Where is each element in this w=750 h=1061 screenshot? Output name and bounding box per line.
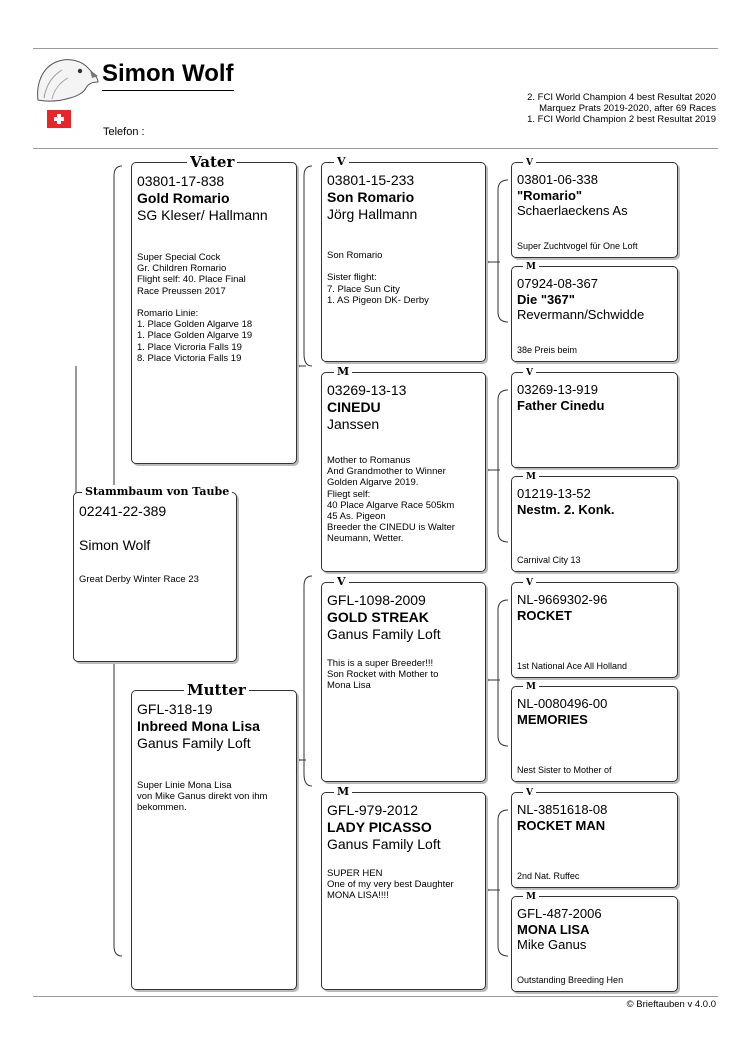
ring-number: GFL-487-2006 (517, 906, 602, 921)
great-grandparent-card[interactable] (511, 266, 678, 362)
ring-number: NL-9669302-96 (517, 592, 608, 607)
pigeon-notes: Great Derby Winter Race 23 (79, 574, 199, 585)
copyright-text: © Brieftauben v 4.0.0 (626, 999, 716, 1010)
pigeon-name: MEMORIES (517, 711, 588, 727)
pigeon-notes: Outstanding Breeding Hen (517, 975, 624, 985)
ring-number: 02241-22-389 (79, 503, 167, 519)
pigeon-notes: Son Romario Sister flight: 7. Place Sun City 1. AS Pigeon DK- Derby (327, 250, 429, 306)
grandparent-card[interactable] (321, 372, 486, 572)
grandparent-card[interactable] (321, 582, 486, 782)
ring-number: 01219-13-52 (517, 486, 591, 501)
dam-marker: M (523, 470, 539, 484)
pigeon-notes: SUPER HEN One of my very best Daughter MONA LISA!!!! (327, 868, 454, 902)
pigeon-notes: Super Zuchtvogel für One Loft (517, 241, 638, 251)
ring-number: NL-3851618-08 (517, 802, 608, 817)
ring-number: 07924-08-367 (517, 276, 598, 291)
pigeon-name (79, 520, 231, 537)
sire-marker: V (523, 366, 536, 380)
pigeon-notes: Mother to Romanus And Grandmother to Winner Golden Algarve 2019. Fliegt self: 40 Place Algarve Race 505km 45 As. Pigeon Breeder the CINEDU is Walter Neumann, Wetter. (327, 455, 455, 545)
pigeon-notes: 1st National Ace All Holland (517, 661, 628, 671)
pigeon-name: Father Cinedu (517, 397, 605, 413)
pigeon-notes: Super Special Cock Gr. Children Romario Flight self: 40. Place Final Race Preussen 2017 Romario Linie: 1. Place Golden Algarve 18 1. Place Golden Algarve 19 1. Place Vicroria Falls 19 8. Place Victoria Falls 19 (137, 252, 253, 364)
father-label: Vater (187, 155, 237, 169)
ring-number: 03801-17-838 (137, 173, 225, 189)
grandparent-card[interactable] (321, 792, 486, 990)
ring-number: GFL-318-19 (137, 701, 213, 717)
achievement-line: 2. FCI World Champion 4 best Resultat 2020 (527, 92, 716, 103)
breeder-name: Janssen (327, 416, 380, 432)
pigeon-name: Inbreed Mona Lisa (137, 718, 260, 734)
pigeon-notes: This is a super Breeder!!! Son Rocket with Mother to Mona Lisa (327, 658, 439, 692)
sire-marker: V (334, 155, 349, 169)
breeder-name: Revermann/Schwidde (517, 307, 645, 322)
pigeon-name: ROCKET MAN (517, 817, 606, 833)
ring-number: 03269-13-919 (517, 382, 598, 397)
sire-marker: V (523, 786, 536, 800)
breeder-name: Schaerlaeckens As (517, 203, 628, 218)
pigeon-name: CINEDU (327, 399, 381, 415)
pigeon-name: GOLD STREAK (327, 609, 429, 625)
ring-number: 03269-13-13 (327, 382, 407, 398)
great-grandparent-card[interactable] (511, 476, 678, 572)
pigeon-name: "Romario" (517, 187, 583, 203)
great-grandparent-card[interactable] (511, 162, 678, 258)
great-grandparent-card[interactable] (511, 582, 678, 678)
great-grandparent-card[interactable] (511, 896, 678, 992)
dam-marker: M (334, 365, 352, 379)
sire-marker: V (523, 156, 536, 170)
pigeon-name: Son Romario (327, 189, 415, 205)
ring-number: GFL-979-2012 (327, 802, 419, 818)
sire-marker: V (523, 576, 536, 590)
father-card[interactable] (131, 162, 297, 464)
pigeon-notes: Nest Sister to Mother of (517, 765, 612, 775)
achievement-line: 1. FCI World Champion 2 best Resultat 2019 (527, 114, 716, 125)
pigeon-name: LADY PICASSO (327, 819, 432, 835)
breeder-name: Mike Ganus (517, 937, 587, 952)
breeder-name: SG Kleser/ Hallmann (137, 207, 268, 223)
pigeon-card[interactable] (73, 492, 237, 662)
great-grandparent-card[interactable] (511, 372, 678, 468)
pigeon-name: MONA LISA (517, 921, 590, 937)
owner-name: Simon Wolf (102, 60, 234, 91)
phone-label: Telefon : (103, 126, 145, 138)
sire-marker: V (334, 575, 349, 589)
breeder-name: Simon Wolf (79, 537, 151, 553)
pigeon-name: Gold Romario (137, 190, 230, 206)
dam-marker: M (334, 785, 352, 799)
pigeon-label: Stammbaum von Taube (82, 485, 232, 499)
ring-number: GFL-1098-2009 (327, 592, 426, 608)
great-grandparent-card[interactable] (511, 686, 678, 782)
mother-card[interactable] (131, 690, 297, 990)
dam-marker: M (523, 260, 539, 274)
ring-number: 03801-06-338 (517, 172, 598, 187)
pigeon-name: Die "367" (517, 291, 575, 307)
pigeon-notes: Carnival City 13 (517, 555, 581, 565)
pigeon-notes: 38e Preis beim (517, 345, 578, 355)
achievement-line: Marquez Prats 2019-2020, after 69 Races (539, 103, 716, 114)
pigeon-name: Nestm. 2. Konk. (517, 501, 615, 517)
ring-number: NL-0080496-00 (517, 696, 608, 711)
breeder-name: Jörg Hallmann (327, 206, 418, 222)
breeder-name: Ganus Family Loft (327, 836, 441, 852)
pigeon-notes: 2nd Nat. Ruffec (517, 871, 580, 881)
grandparent-card[interactable] (321, 162, 486, 362)
breeder-name: Ganus Family Loft (327, 626, 441, 642)
mother-label: Mutter (184, 683, 249, 697)
pigeon-notes: Super Linie Mona Lisa von Mike Ganus direkt von ihm bekommen. (137, 780, 268, 814)
footer-rule (33, 996, 718, 997)
great-grandparent-card[interactable] (511, 792, 678, 888)
dam-marker: M (523, 680, 539, 694)
breeder-name: Ganus Family Loft (137, 735, 251, 751)
pigeon-name: ROCKET (517, 607, 572, 623)
dam-marker: M (523, 890, 539, 904)
ring-number: 03801-15-233 (327, 172, 415, 188)
